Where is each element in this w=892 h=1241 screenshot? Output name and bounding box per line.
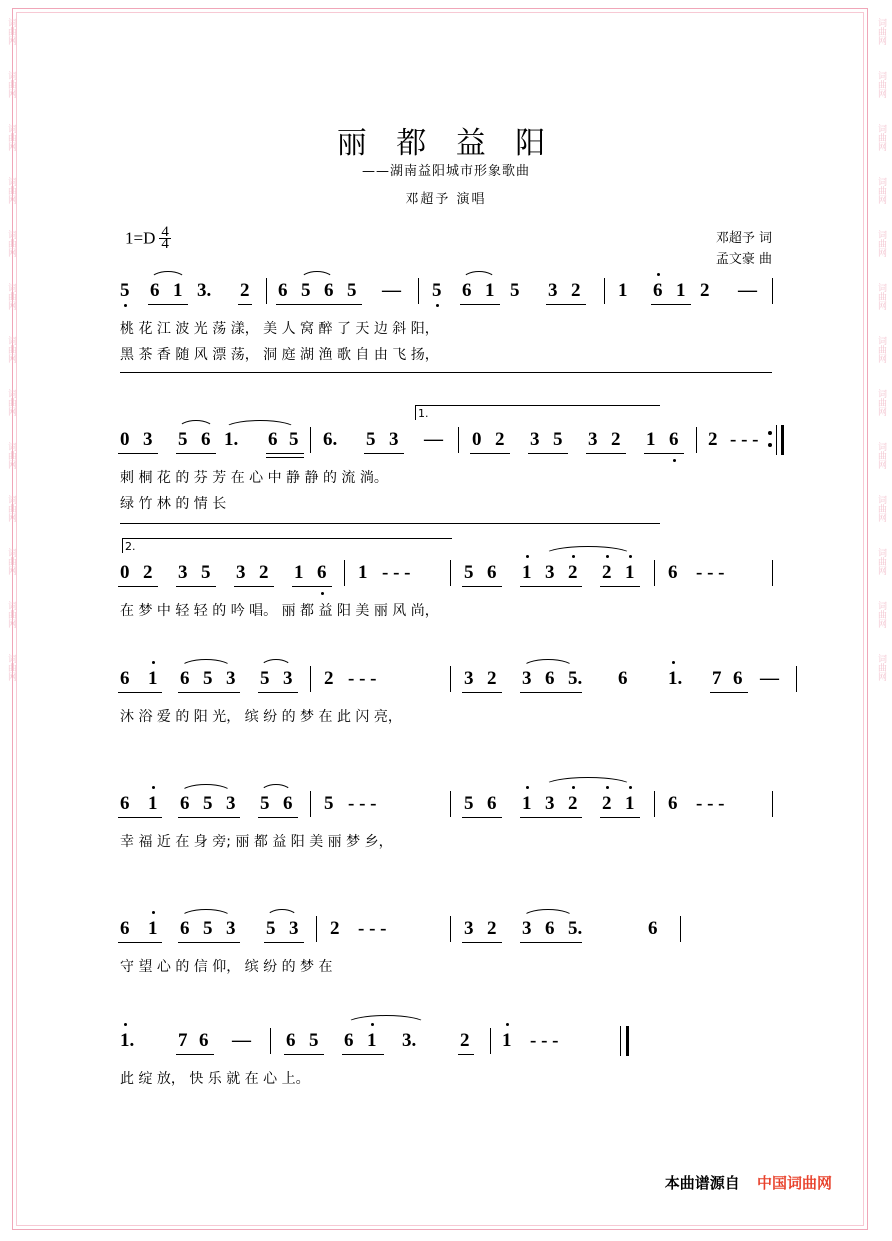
watermark-text: 词曲网 xyxy=(6,548,16,575)
time-signature xyxy=(159,224,171,252)
watermark-text: 词曲网 xyxy=(6,442,16,469)
second-ending-bracket xyxy=(122,538,452,553)
lyrics-line-5: 幸 福 近 在 身 旁; 丽 都 益 阳 美 丽 梦 乡， xyxy=(120,834,393,850)
lyrics-line-2a: 刺 桐 花 的 芬 芳 在 心 中 静 静 的 流 淌。 xyxy=(120,470,388,486)
watermark-text: 词曲网 xyxy=(876,389,886,416)
watermark-text: 词曲网 xyxy=(6,495,16,522)
watermark-text: 词曲网 xyxy=(876,495,886,522)
watermark-text: 词曲网 xyxy=(6,654,16,681)
notation-row-7: 1. 7 6 — 6 5 6 1 3. 2 1 - - - xyxy=(120,1030,780,1064)
notation-row-1: 5 6 1 3. 2 6 5 6 5 — 5 6 1 5 3 2 1 6 1 2 — xyxy=(120,280,770,314)
watermark-text: 词曲网 xyxy=(6,601,16,628)
time-signature-denominator: 4 xyxy=(161,236,169,252)
watermark-text: 词曲网 xyxy=(876,548,886,575)
watermark-text: 词曲网 xyxy=(6,177,16,204)
watermark-column-left xyxy=(0,0,22,1241)
first-ending-bracket xyxy=(415,405,660,420)
notation-row-3: 0 2 3 5 3 2 1 6 1 - - - 5 6 1 3 2 2 1 6 - - - xyxy=(120,562,780,596)
watermark-text: 词曲网 xyxy=(876,230,886,257)
watermark-text: 词曲网 xyxy=(876,654,886,681)
lyrics-line-1a: 桃 花 江 波 光 荡 漾， 美 人 窝 醉 了 天 边 斜 阳， xyxy=(120,321,439,337)
watermark-text: 词曲网 xyxy=(876,283,886,310)
watermark-text: 词曲网 xyxy=(876,177,886,204)
ending-label-1: 1. xyxy=(418,407,429,420)
footer-source xyxy=(665,1172,832,1193)
watermark-text: 词曲网 xyxy=(876,442,886,469)
footer-source-label: 本曲谱源自 xyxy=(664,1174,740,1192)
time-signature-numerator: 4 xyxy=(161,224,169,240)
key-signature xyxy=(125,224,171,252)
system-baseline xyxy=(120,372,772,373)
lyrics-line-4: 沐 浴 爱 的 阳 光， 缤 纷 的 梦 在 此 闪 亮， xyxy=(120,709,402,725)
footer-site-link[interactable]: 中国词曲网 xyxy=(756,1174,832,1192)
key-label: 1=D xyxy=(125,228,156,248)
credits xyxy=(716,228,772,270)
watermark-text: 词曲网 xyxy=(876,601,886,628)
page-title: 丽 都 益 阳 xyxy=(336,126,556,161)
page-subtitle: ——湖南益阳城市形象歌曲 xyxy=(361,164,530,179)
watermark-text: 词曲网 xyxy=(6,283,16,310)
watermark-column-right xyxy=(870,0,892,1241)
lyrics-line-7: 此 绽 放， 快 乐 就 在 心 上。 xyxy=(120,1071,310,1087)
watermark-text: 词曲网 xyxy=(6,124,16,151)
watermark-text: 词曲网 xyxy=(6,336,16,363)
watermark-text: 词曲网 xyxy=(6,71,16,98)
notation-row-6: 6 1 6 5 3 5 3 2 - - - 3 2 3 6 5. 6 xyxy=(120,918,780,952)
singer-credit: 邓超予 演唱 xyxy=(405,192,487,207)
lyrics-line-6: 守 望 心 的 信 仰， 缤 纷 的 梦 在 xyxy=(120,959,333,975)
watermark-text: 词曲网 xyxy=(6,18,16,45)
watermark-text: 词曲网 xyxy=(6,389,16,416)
notation-row-4: 6 1 6 5 3 5 3 2 - - - 3 2 3 6 5. 6 1. 7 6 — xyxy=(120,668,780,702)
lyrics-line-3: 在 梦 中 轻 轻 的 吟 唱。 丽 都 益 阳 美 丽 风 尚， xyxy=(120,603,439,619)
ending-label-2: 2. xyxy=(125,540,136,553)
watermark-text: 词曲网 xyxy=(876,336,886,363)
system-baseline xyxy=(120,523,660,524)
notation-row-5: 6 1 6 5 3 5 6 5 - - - 5 6 1 3 2 2 1 6 - - - xyxy=(120,793,780,827)
notation-row-2: 0 3 5 6 1. 6 5 6. 5 3 — 0 2 3 5 3 2 1 6 2 - - - xyxy=(120,429,780,463)
lyrics-line-1b: 黑 茶 香 随 风 漂 荡， 洞 庭 湖 渔 歌 自 由 飞 扬， xyxy=(120,347,439,363)
watermark-text: 词曲网 xyxy=(876,18,886,45)
watermark-text: 词曲网 xyxy=(876,124,886,151)
watermark-text: 词曲网 xyxy=(6,230,16,257)
lyricist-credit: 邓超予 词 xyxy=(715,231,772,246)
watermark-text: 词曲网 xyxy=(876,71,886,98)
lyrics-line-2b: 绿 竹 林 的 情 长 xyxy=(120,496,227,512)
composer-credit: 孟文豪 曲 xyxy=(715,252,772,267)
